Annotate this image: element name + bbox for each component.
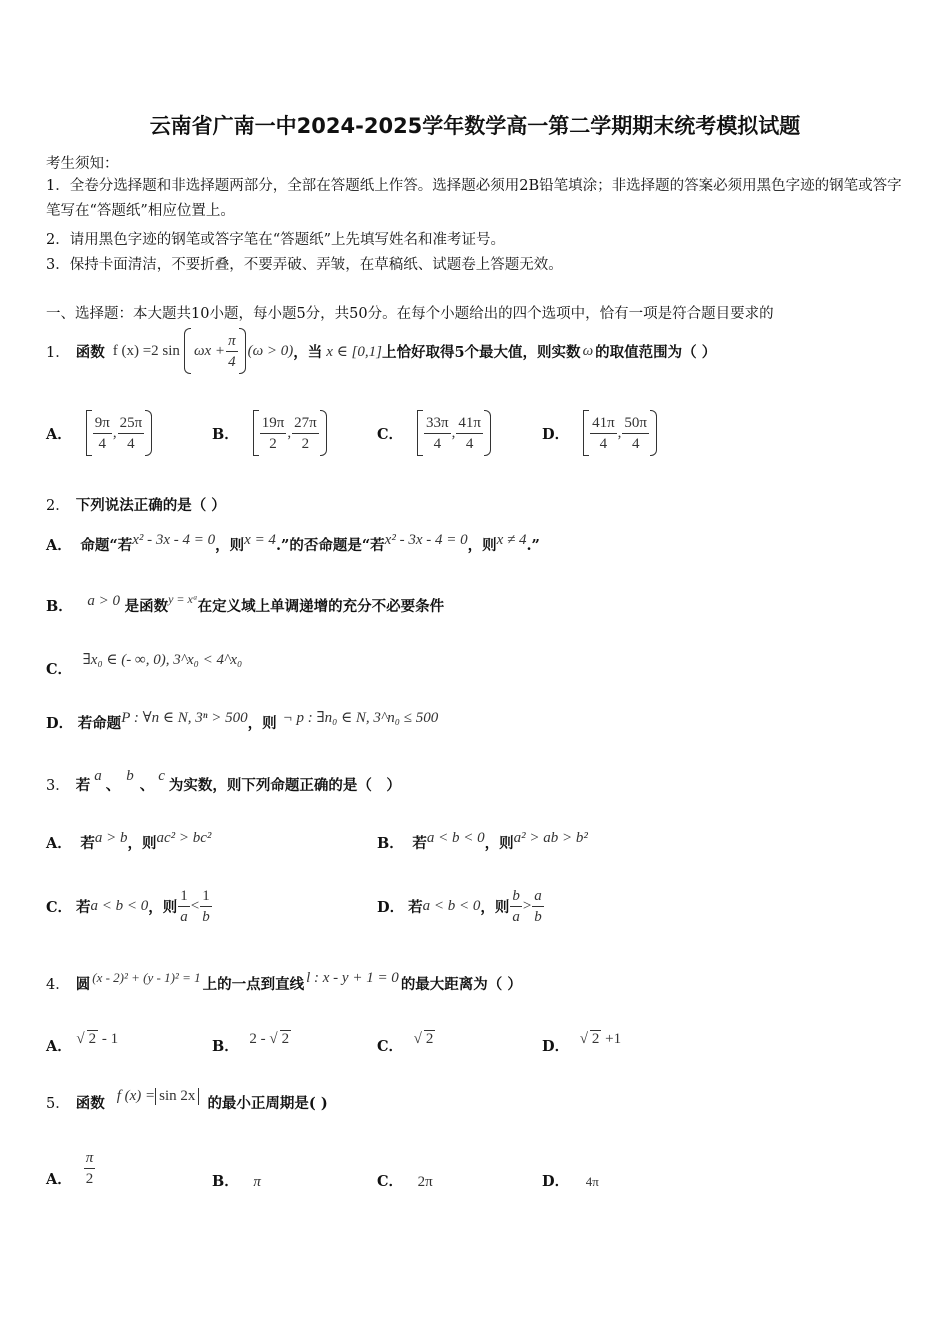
q5-option-d[interactable] [542,1170,599,1191]
q1-option-c-label: C． [377,425,404,443]
q1-option-a-label: A． [46,425,72,443]
q4-option-d[interactable] [542,1030,621,1056]
q2-a-text5: .” [526,537,540,554]
q2-number: 2． [46,498,70,514]
section-heading: 一、选择题：本大题共10小题，每小题5分，共50分。在每个小题给出的四个选项中，恰有一项是符合题目要求的 [46,306,774,322]
q3-c-frac2 [200,886,212,927]
q2-c-math1: ∃x₀ ∈ (- ∞, 0), 3^x₀ < 4^x₀ [82,652,243,668]
q3-option-a[interactable] [46,830,211,853]
q5-c-value: 2π [417,1174,433,1190]
q3-c-frac1 [178,886,190,927]
q3-d-gt: > [522,897,532,914]
q1-lead: 函数 [75,343,105,361]
q2-a-text4: ，则 [467,537,497,554]
q1-b-frac1 [260,413,287,454]
q1-comma: ，当 [293,343,323,361]
q5-a-num: π [84,1148,96,1169]
q1-a-comma: , [112,424,117,441]
q2-a-text1: 命题“若 [80,537,133,554]
q3-d-text1: 若 [408,898,423,916]
q3-a-text2: ，则 [127,835,157,852]
q2-a-math3: x² - 3x - 4 = 0 [384,532,468,548]
q5-text2: 的最小正周期是( ) [207,1095,328,1112]
q3-option-c[interactable] [46,882,213,930]
question-4 [46,970,522,994]
q3-c-math1: a < b < 0 [90,897,149,914]
q1-a-d1: 4 [98,435,107,452]
q1-d-paren-right [650,410,657,456]
q5-b-value: π [253,1174,261,1190]
q3-d-math1: a < b < 0 [422,897,481,914]
q4-circle: (x - 2)² + (y - 1)² = 1 [92,970,201,985]
q4-a-post: - 1 [98,1031,119,1047]
q4-option-c[interactable] [377,1030,435,1056]
q2-stem: 下列说法正确的是（ ） [75,497,226,514]
q1-c-paren-right [484,410,491,456]
q5-a-frac [84,1148,96,1189]
q2-a-text3: .”的否命题是“若 [275,537,385,554]
q5-option-b-label: B． [212,1173,239,1190]
q4-d-post: +1 [601,1031,622,1047]
q1-option-a[interactable] [46,408,152,458]
q4-b-radical: √ [269,1031,278,1047]
q1-b-comma: , [287,424,292,441]
q1-c-n1: 33π [424,413,451,434]
q1-option-d[interactable] [542,408,657,458]
q1-fraction [226,331,238,372]
q2-option-c-label: C． [46,661,73,678]
q4-d-radical: √ [579,1031,588,1047]
q1-inner: ωx + [193,342,226,359]
q5-option-b[interactable] [212,1170,261,1191]
q2-option-b-label: B． [46,598,73,615]
question-1 [46,326,716,376]
q5-option-c[interactable] [377,1170,433,1191]
q1-omega: ω [582,342,594,359]
q3-d-text2: ，则 [480,898,510,916]
notice-item-3: 3．保持卡面清洁，不要折叠，不要弄破、弄皱，在草稿纸、试题卷上答题无效。 [46,257,563,273]
q5-option-a-label: A． [46,1170,72,1188]
q1-d-bracket-left [583,410,589,456]
q3-d-n2: a [532,886,544,907]
q1-d-n1: 41π [590,413,617,434]
q4-text3: 的最大距离为（ ） [400,976,522,993]
q1-c-d2: 4 [465,435,474,452]
q2-d-math1: P : ∀n ∈ N, 3ⁿ > 500 [121,710,248,726]
q1-d-comma: , [617,424,622,441]
q1-d-d2: 4 [631,435,640,452]
q1-a-n1: 9π [93,413,112,434]
q3-c-n1: 1 [178,886,190,907]
q1-b-bracket-left [253,410,259,456]
q1-frac-den: 4 [228,353,236,370]
q4-a-radicand: 2 [88,1031,97,1047]
q1-a-n2: 25π [118,413,145,434]
q2-option-d[interactable] [46,708,438,733]
q1-c-d1: 4 [433,435,442,452]
q3-option-a-label: A． [46,835,72,852]
q5-d-value: 4π [585,1174,599,1189]
q1-b-frac2 [292,413,319,454]
q3-a-text1: 若 [80,835,95,852]
q2-b-text1: 是函数 [124,598,169,615]
q4-c-radicand: 2 [425,1031,434,1047]
q3-sep1: 、 [105,777,121,794]
q3-text2: 为实数，则下列命题正确的是（ ） [168,777,401,794]
q4-d-radicand: 2 [591,1031,600,1047]
q3-option-d[interactable] [377,882,545,930]
q1-number: 1． [46,344,70,361]
q1-mid: 上恰好取得5个最大值，则实数 [381,343,581,361]
q3-d-frac1 [510,886,522,927]
q1-a-d2: 4 [127,435,135,452]
q3-b-math2: a² > ab > b² [513,830,588,846]
q3-var-b: b [126,768,134,784]
q1-d-n2: 50π [622,413,649,434]
q2-option-a-label: A． [46,537,72,554]
q1-b-n2: 27π [292,413,319,434]
q1-b-d1: 2 [269,435,277,452]
q4-option-b[interactable] [212,1030,291,1056]
q3-option-b[interactable] [377,830,588,853]
q3-var-a: a [94,768,102,784]
q5-abs-sin: sin 2x [155,1088,199,1105]
q1-option-c[interactable] [377,408,491,458]
q3-a-math1: a > b [94,830,128,846]
q2-option-a[interactable] [46,532,540,555]
q4-line: l : x - y + 1 = 0 [306,970,399,986]
q1-d-frac1 [590,413,617,454]
q3-c-lt: < [190,897,200,914]
q1-b-paren-right [320,410,327,456]
q5-option-c-label: C． [377,1173,404,1190]
q1-a-bracket-left [86,410,92,456]
q4-option-b-label: B． [212,1038,239,1055]
q2-d-text2: ，则 [247,715,277,732]
q4-b-pre: 2 - [249,1031,270,1047]
q3-c-text1: 若 [76,898,91,916]
q4-a-radical: √ [76,1031,85,1047]
q1-function: f (x) =2 sin [112,342,180,359]
q1-b-n1: 19π [260,413,287,434]
page-title: 云南省广南一中2024-2025学年数学高一第二学期期末统考模拟试题 [149,114,801,138]
q1-paren-left [184,328,191,374]
q5-text1: 函数 [75,1095,105,1112]
q1-a-paren-right [145,410,152,456]
q2-b-text2: 在定义域上单调递增的充分不必要条件 [197,598,445,615]
question-2 [46,494,226,515]
q1-c-bracket-left [417,410,423,456]
q3-text1: 若 [75,777,91,794]
q1-c-frac2 [456,413,483,454]
q1-d-d1: 4 [599,435,608,452]
q3-d-n1: b [510,886,522,907]
q3-d-frac2 [532,886,544,927]
q1-tail: 的取值范围为（ ） [595,343,717,361]
question-3 [46,768,401,795]
q1-frac-num: π [226,331,238,352]
q2-d-math2: ¬ p : ∃n₀ ∈ N, 3^n₀ ≤ 500 [282,710,439,726]
q3-a-math2: ac² > bc² [156,830,212,846]
q1-c-frac1 [424,413,451,454]
q1-range: x ∈ [0,1] [326,343,382,360]
q2-a-math4: x ≠ 4 [496,532,527,548]
q1-option-b-label: B． [212,425,239,443]
q3-option-c-label: C． [46,898,73,916]
notice-heading: 考生须知： [46,156,119,172]
q1-a-frac1 [93,413,112,454]
q5-fx: f (x) = [116,1088,156,1104]
q4-text2: 上的一点到直线 [202,976,305,993]
q5-a-den: 2 [85,1170,94,1187]
q1-option-d-label: D． [542,425,570,443]
q1-c-comma: , [451,424,456,441]
notice-item-2: 2．请用黑色字迹的钢笔或答字笔在“答题纸”上先填写姓名和准考证号。 [46,232,506,248]
q3-b-text2: ，则 [484,835,514,852]
q3-d-d2: b [534,908,542,925]
q4-option-c-label: C． [377,1038,404,1055]
q3-c-d1: a [180,908,188,925]
q3-c-n2: 1 [200,886,212,907]
q4-option-d-label: D． [542,1038,570,1055]
q2-a-math1: x² - 3x - 4 = 0 [132,532,216,548]
q3-c-d2: b [202,908,210,925]
q3-option-b-label: B． [377,835,404,852]
q3-number: 3． [46,778,70,794]
q2-option-c[interactable] [46,650,242,679]
q3-var-c: c [158,768,165,784]
q3-d-d1: a [512,908,520,925]
notice-item-1: 1．全卷分选择题和非选择题两部分，全部在答题纸上作答。选择题必须用2B铅笔填涂；非选择题的答案必须用黑色字迹的钢笔或答字笔写在“答题纸”相应位置上。 [46,178,902,219]
q1-d-frac2 [622,413,649,454]
q4-b-radicand: 2 [281,1031,290,1047]
q5-option-d-label: D． [542,1173,570,1190]
q1-b-d2: 2 [301,435,310,452]
q2-option-d-label: D． [46,715,74,732]
q1-a-frac2 [118,413,145,454]
q2-option-b[interactable] [46,592,444,616]
q2-a-math2: x = 4 [244,532,276,548]
q5-number: 5． [46,1096,70,1112]
q3-b-math1: a < b < 0 [426,830,485,846]
q1-option-b[interactable] [212,408,327,458]
q1-c-n2: 41π [456,413,483,434]
q2-d-text1: 若命题 [77,715,122,732]
q3-sep2: 、 [139,777,155,794]
q2-a-text2: ，则 [215,537,245,554]
q4-option-a-label: A． [46,1038,72,1055]
q4-number: 4． [46,977,70,993]
q3-c-text2: ，则 [148,898,178,916]
q3-option-d-label: D． [377,898,405,916]
q4-text1: 圆 [75,976,91,993]
q3-b-text1: 若 [412,835,427,852]
q5-option-a[interactable] [46,1144,96,1192]
q2-b-math1: a > 0 [87,593,120,609]
q4-c-radical: √ [413,1031,422,1047]
q2-b-math2: y = xᵃ [168,592,198,606]
q1-paren-right [239,328,246,374]
question-5 [46,1088,328,1113]
q4-option-a[interactable] [46,1030,118,1056]
q1-condition: (ω > 0) [247,342,294,359]
